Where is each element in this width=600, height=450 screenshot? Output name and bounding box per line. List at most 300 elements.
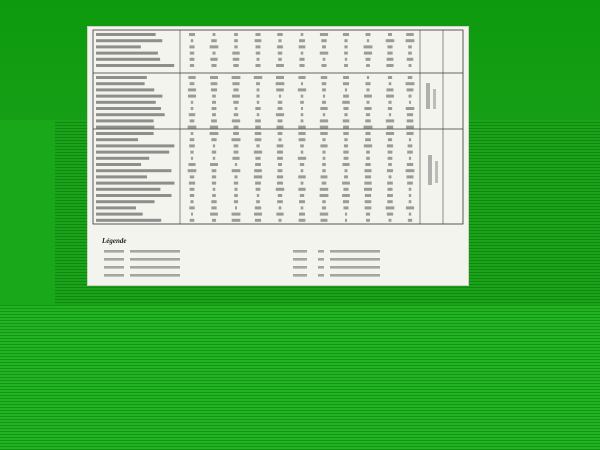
cell-value-blur <box>232 169 241 172</box>
cell-value-blur <box>406 33 413 36</box>
cell-value-blur <box>407 119 414 122</box>
cell-value-blur <box>234 39 238 42</box>
cell-value-blur <box>343 82 349 85</box>
cell-value-blur <box>254 175 262 178</box>
cell-value-blur <box>254 151 262 154</box>
cell-value-blur <box>298 157 306 160</box>
cell-value-blur <box>323 58 326 61</box>
cell-value-blur <box>211 64 216 67</box>
cell-value-blur <box>277 200 283 203</box>
row-label-blur <box>96 213 143 216</box>
cell-value-blur <box>255 132 262 135</box>
cell-value-blur <box>278 138 281 141</box>
cell-value-blur <box>276 213 283 216</box>
cell-value-blur <box>278 194 282 197</box>
cell-value-blur <box>386 64 393 67</box>
cell-value-blur <box>212 182 216 185</box>
legend-entry-blur <box>118 250 124 253</box>
cell-value-blur <box>365 138 371 141</box>
cell-value-blur <box>278 52 282 55</box>
cell-value-blur <box>407 182 413 185</box>
cell-value-blur <box>277 126 284 129</box>
row-label-blur <box>96 33 156 36</box>
cell-value-blur <box>388 101 391 104</box>
cell-value-blur <box>320 52 328 55</box>
cell-value-blur <box>407 175 414 178</box>
cell-value-blur <box>234 45 237 48</box>
cell-value-blur <box>257 88 260 91</box>
cell-value-blur <box>233 132 239 135</box>
cell-value-blur <box>191 107 194 110</box>
cell-value-blur <box>323 157 326 160</box>
cell-value-blur <box>343 206 348 209</box>
cell-value-blur <box>277 175 283 178</box>
cell-value-blur <box>211 39 216 42</box>
cell-value-blur <box>255 157 260 160</box>
cell-value-blur <box>407 113 413 116</box>
cell-value-blur <box>320 188 328 191</box>
cell-value-blur <box>389 82 392 85</box>
cell-value-blur <box>191 101 193 104</box>
cell-value-blur <box>299 64 304 67</box>
cell-value-blur <box>233 64 238 67</box>
cell-value-blur <box>189 144 195 147</box>
legend-entry-blur <box>318 266 324 269</box>
cell-value-blur <box>255 39 262 42</box>
cell-value-blur <box>408 144 413 147</box>
legend-entry-blur <box>118 274 124 277</box>
cell-value-blur <box>387 169 393 172</box>
cell-value-blur <box>408 52 412 55</box>
cell-value-blur <box>212 175 216 178</box>
cell-value-blur <box>212 101 216 104</box>
legend-entry-blur <box>318 250 324 253</box>
cell-value-blur <box>190 151 193 154</box>
legend-entry-blur <box>104 266 118 269</box>
cell-value-blur <box>301 119 304 122</box>
cell-value-blur <box>298 88 306 91</box>
cell-value-blur <box>189 113 195 116</box>
cell-value-blur <box>320 213 328 216</box>
cell-value-blur <box>278 101 282 104</box>
cell-value-blur <box>190 58 195 61</box>
cell-value-blur <box>366 64 370 67</box>
cell-value-blur <box>301 95 304 98</box>
cell-value-blur <box>234 182 238 185</box>
cell-value-blur <box>232 95 240 98</box>
row-label-blur <box>96 52 158 55</box>
legend-entry-blur <box>118 258 124 261</box>
cell-value-blur <box>190 64 194 67</box>
row-label-blur <box>96 95 162 98</box>
cell-value-blur <box>365 163 370 166</box>
cell-value-blur <box>344 144 348 147</box>
slide-lower-striped-band <box>0 305 600 450</box>
row-label-blur <box>96 88 154 91</box>
cell-value-blur <box>213 157 215 160</box>
cell-value-blur <box>188 169 197 172</box>
group-side-labels <box>426 83 438 185</box>
cell-value-blur <box>212 151 216 154</box>
cell-value-blur <box>320 126 328 129</box>
cell-value-blur <box>409 101 411 104</box>
cell-value-blur <box>299 219 306 222</box>
cell-value-blur <box>407 88 414 91</box>
cell-value-blur <box>189 182 195 185</box>
cell-value-blur <box>188 88 196 91</box>
cell-value-blur <box>234 200 238 203</box>
row-label-blur <box>96 206 136 209</box>
cell-value-blur <box>232 119 240 122</box>
cell-value-blur <box>190 194 194 197</box>
cell-value-blur <box>320 194 329 197</box>
cell-value-blur <box>344 157 349 160</box>
cell-value-blur <box>366 213 370 216</box>
cell-value-blur <box>212 194 216 197</box>
cell-value-blur <box>345 88 347 91</box>
cell-value-blur <box>254 169 262 172</box>
cell-value-blur <box>301 206 304 209</box>
cell-value-blur <box>364 52 372 55</box>
cell-value-blur <box>386 95 394 98</box>
cell-value-blur <box>210 126 218 129</box>
cell-value-blur <box>322 206 326 209</box>
cell-value-blur <box>254 213 262 216</box>
row-label-blur <box>96 163 141 166</box>
cell-value-blur <box>188 95 196 98</box>
cell-value-blur <box>234 151 239 154</box>
cell-value-blur <box>365 200 372 203</box>
cell-value-blur <box>210 213 218 216</box>
cell-value-blur <box>232 219 241 222</box>
cell-value-blur <box>256 200 260 203</box>
cell-value-blur <box>386 39 395 42</box>
cell-value-blur <box>364 126 373 129</box>
cell-value-blur <box>320 107 327 110</box>
cell-value-blur <box>364 182 371 185</box>
cell-value-blur <box>342 101 350 104</box>
cell-value-blur <box>366 58 371 61</box>
cell-value-blur <box>387 58 394 61</box>
cell-value-blur <box>232 213 241 216</box>
legend-entry-blur <box>318 258 324 261</box>
row-label-blur <box>96 58 160 61</box>
cell-value-blur <box>388 163 392 166</box>
cell-value-blur <box>320 132 327 135</box>
cell-value-blur <box>408 45 412 48</box>
row-label-blur <box>96 169 171 172</box>
legend-entry-blur <box>130 274 180 277</box>
cell-value-blur <box>277 33 283 36</box>
cell-value-blur <box>300 194 304 197</box>
cell-value-blur <box>256 144 259 147</box>
cell-value-blur <box>322 82 327 85</box>
cell-value-blur <box>234 175 237 178</box>
cell-value-blur <box>343 33 349 36</box>
cell-value-blur <box>255 119 261 122</box>
cell-value-blur <box>234 113 239 116</box>
cell-value-blur <box>212 95 216 98</box>
cell-value-blur <box>299 58 304 61</box>
cell-value-blur <box>276 82 285 85</box>
cell-value-blur <box>191 39 194 42</box>
cell-value-blur <box>257 58 260 61</box>
cell-value-blur <box>210 45 219 48</box>
cell-value-blur <box>212 219 216 222</box>
cell-value-blur <box>190 82 195 85</box>
cell-value-blur <box>256 188 261 191</box>
cell-value-blur <box>276 64 284 67</box>
cell-value-blur <box>190 52 194 55</box>
cell-value-blur <box>301 113 304 116</box>
cell-value-blur <box>301 33 304 36</box>
row-label-blur <box>96 126 154 129</box>
cell-value-blur <box>277 144 284 147</box>
cell-value-blur <box>367 39 369 42</box>
row-label-blur <box>96 113 165 116</box>
cell-value-blur <box>409 64 412 67</box>
cell-value-blur <box>366 33 371 36</box>
legend-entry-blur <box>104 274 118 277</box>
cell-value-blur <box>322 163 326 166</box>
cell-value-blur <box>278 163 282 166</box>
cell-value-blur <box>233 58 240 61</box>
cell-value-blur <box>232 157 239 160</box>
cell-value-blur <box>387 88 394 91</box>
cell-value-blur <box>365 132 370 135</box>
cell-value-blur <box>189 45 194 48</box>
cell-value-blur <box>277 45 283 48</box>
cell-value-blur <box>235 188 238 191</box>
legend-entry-blur <box>130 250 180 253</box>
cell-value-blur <box>364 144 372 147</box>
cell-value-blur <box>320 144 327 147</box>
legend-entry-blur <box>293 250 307 253</box>
cell-value-blur <box>387 52 392 55</box>
cell-value-blur <box>233 101 238 104</box>
cell-value-blur <box>406 39 415 42</box>
cell-value-blur <box>213 188 216 191</box>
cell-value-blur <box>232 52 239 55</box>
legend-entry-blur <box>318 274 324 277</box>
legend-entry-blur <box>104 250 118 253</box>
cell-value-blur <box>278 219 281 222</box>
cell-value-blur <box>212 52 215 55</box>
cell-value-blur <box>344 138 347 141</box>
cell-value-blur <box>366 151 370 154</box>
cell-value-blur <box>387 200 392 203</box>
cell-value-blur <box>190 138 195 141</box>
cell-value-blur <box>409 200 412 203</box>
cell-value-blur <box>365 82 370 85</box>
cell-value-blur <box>344 113 347 116</box>
cell-value-blur <box>298 126 306 129</box>
cell-value-blur <box>342 182 350 185</box>
cell-value-blur <box>409 157 411 160</box>
cell-value-blur <box>278 39 281 42</box>
cell-value-blur <box>322 101 326 104</box>
cell-value-blur <box>365 194 371 197</box>
cell-value-blur <box>406 169 415 172</box>
row-label-blur <box>96 194 172 197</box>
slide-left-strip <box>0 120 55 305</box>
cell-value-blur <box>256 52 260 55</box>
cell-value-blur <box>257 113 260 116</box>
cell-value-blur <box>235 163 237 166</box>
cell-value-blur <box>278 169 283 172</box>
cell-value-blur <box>234 33 238 36</box>
cell-value-blur <box>323 113 325 116</box>
cell-value-blur <box>301 52 304 55</box>
row-label-blur <box>96 188 160 191</box>
cell-value-blur <box>255 163 261 166</box>
row-label-blur <box>96 138 138 141</box>
cell-value-blur <box>344 52 348 55</box>
cell-value-blur <box>190 200 193 203</box>
cell-value-blur <box>300 101 304 104</box>
cell-value-blur <box>408 76 413 79</box>
cell-value-blur <box>210 58 217 61</box>
cell-value-blur <box>255 182 261 185</box>
cell-value-blur <box>386 206 395 209</box>
cell-value-blur <box>345 219 347 222</box>
cell-value-blur <box>387 182 393 185</box>
cell-value-blur <box>211 200 216 203</box>
legend-entry-blur <box>130 258 180 261</box>
cell-value-blur <box>387 188 392 191</box>
row-label-blur <box>96 144 174 147</box>
cell-value-blur <box>235 206 237 209</box>
cell-value-blur <box>189 33 195 36</box>
row-label-blur <box>96 39 162 42</box>
cell-value-blur <box>254 76 262 79</box>
cell-value-blur <box>388 157 393 160</box>
cell-value-blur <box>279 206 282 209</box>
cell-value-blur <box>388 76 392 79</box>
cell-value-blur <box>235 107 238 110</box>
legend-entry-blur <box>330 258 380 261</box>
cell-value-blur <box>322 45 326 48</box>
legend-entry-blur <box>293 266 307 269</box>
cell-value-blur <box>189 206 194 209</box>
cell-value-blur <box>343 107 348 110</box>
legend-title: Légende <box>102 237 127 245</box>
cell-value-blur <box>211 206 216 209</box>
cell-value-blur <box>344 64 348 67</box>
cell-value-blur <box>322 88 326 91</box>
row-label-blur <box>96 64 174 67</box>
cell-value-blur <box>234 144 239 147</box>
cell-value-blur <box>345 58 347 61</box>
cell-value-blur <box>232 82 239 85</box>
cell-value-blur <box>301 151 304 154</box>
cell-value-blur <box>365 206 372 209</box>
cell-value-blur <box>255 33 260 36</box>
cell-value-blur <box>407 58 414 61</box>
cell-value-blur <box>343 76 349 79</box>
cell-value-blur <box>342 163 349 166</box>
cell-value-blur <box>343 126 349 129</box>
legend-entry-blur <box>293 274 307 277</box>
cell-value-blur <box>366 219 370 222</box>
cell-value-blur <box>409 138 411 141</box>
cell-value-blur <box>406 206 414 209</box>
row-label-blur <box>96 219 161 222</box>
cell-value-blur <box>278 119 283 122</box>
cell-value-blur <box>256 45 261 48</box>
cell-value-blur <box>256 82 260 85</box>
cell-value-blur <box>386 119 394 122</box>
row-label-blur <box>96 182 174 185</box>
row-label-blur <box>96 82 145 85</box>
cell-value-blur <box>344 45 347 48</box>
cell-value-blur <box>190 188 195 191</box>
cell-value-blur <box>276 76 284 79</box>
cell-value-blur <box>255 107 260 110</box>
cell-value-blur <box>232 76 241 79</box>
cell-value-blur <box>276 188 284 191</box>
cell-value-blur <box>232 138 241 141</box>
cell-value-blur <box>233 88 238 91</box>
row-label-blur <box>96 157 149 160</box>
cell-value-blur <box>234 126 239 129</box>
cell-value-blur <box>409 188 412 191</box>
cell-value-blur <box>406 82 415 85</box>
legend-entry-blur <box>330 250 380 253</box>
cell-value-blur <box>343 188 348 191</box>
cell-value-blur <box>256 95 259 98</box>
cell-value-blur <box>321 175 328 178</box>
cell-value-blur <box>407 163 413 166</box>
cell-value-blur <box>190 119 195 122</box>
cell-value-blur <box>345 213 347 216</box>
cell-value-blur <box>210 132 219 135</box>
cell-value-blur <box>301 182 304 185</box>
cell-value-blur <box>366 113 370 116</box>
cell-value-blur <box>365 175 371 178</box>
cell-value-blur <box>345 169 348 172</box>
cell-value-blur <box>191 157 193 160</box>
cell-value-blur <box>323 95 325 98</box>
cell-value-blur <box>301 169 304 172</box>
cell-value-blur <box>322 151 325 154</box>
cell-value-blur <box>211 82 218 85</box>
row-label-blur <box>96 119 154 122</box>
cell-value-blur <box>299 45 306 48</box>
row-label-blur <box>96 200 155 203</box>
cell-value-blur <box>300 144 304 147</box>
cell-value-blur <box>386 132 394 135</box>
cell-value-blur <box>409 194 411 197</box>
cell-value-blur <box>321 219 328 222</box>
cell-value-blur <box>364 107 371 110</box>
cell-value-blur <box>406 126 414 129</box>
cell-value-blur <box>388 107 392 110</box>
cell-value-blur <box>212 113 216 116</box>
cell-value-blur <box>406 132 413 135</box>
cell-value-blur <box>277 151 283 154</box>
cell-value-blur <box>320 33 328 36</box>
cell-value-blur <box>188 163 195 166</box>
cell-value-blur <box>322 169 325 172</box>
cell-value-blur <box>389 175 392 178</box>
legend-entry-blur <box>130 266 180 269</box>
cell-value-blur <box>364 45 373 48</box>
cell-value-blur <box>257 101 259 104</box>
cell-value-blur <box>188 76 195 79</box>
legend-entry-blur <box>118 266 124 269</box>
cell-value-blur <box>299 213 305 216</box>
